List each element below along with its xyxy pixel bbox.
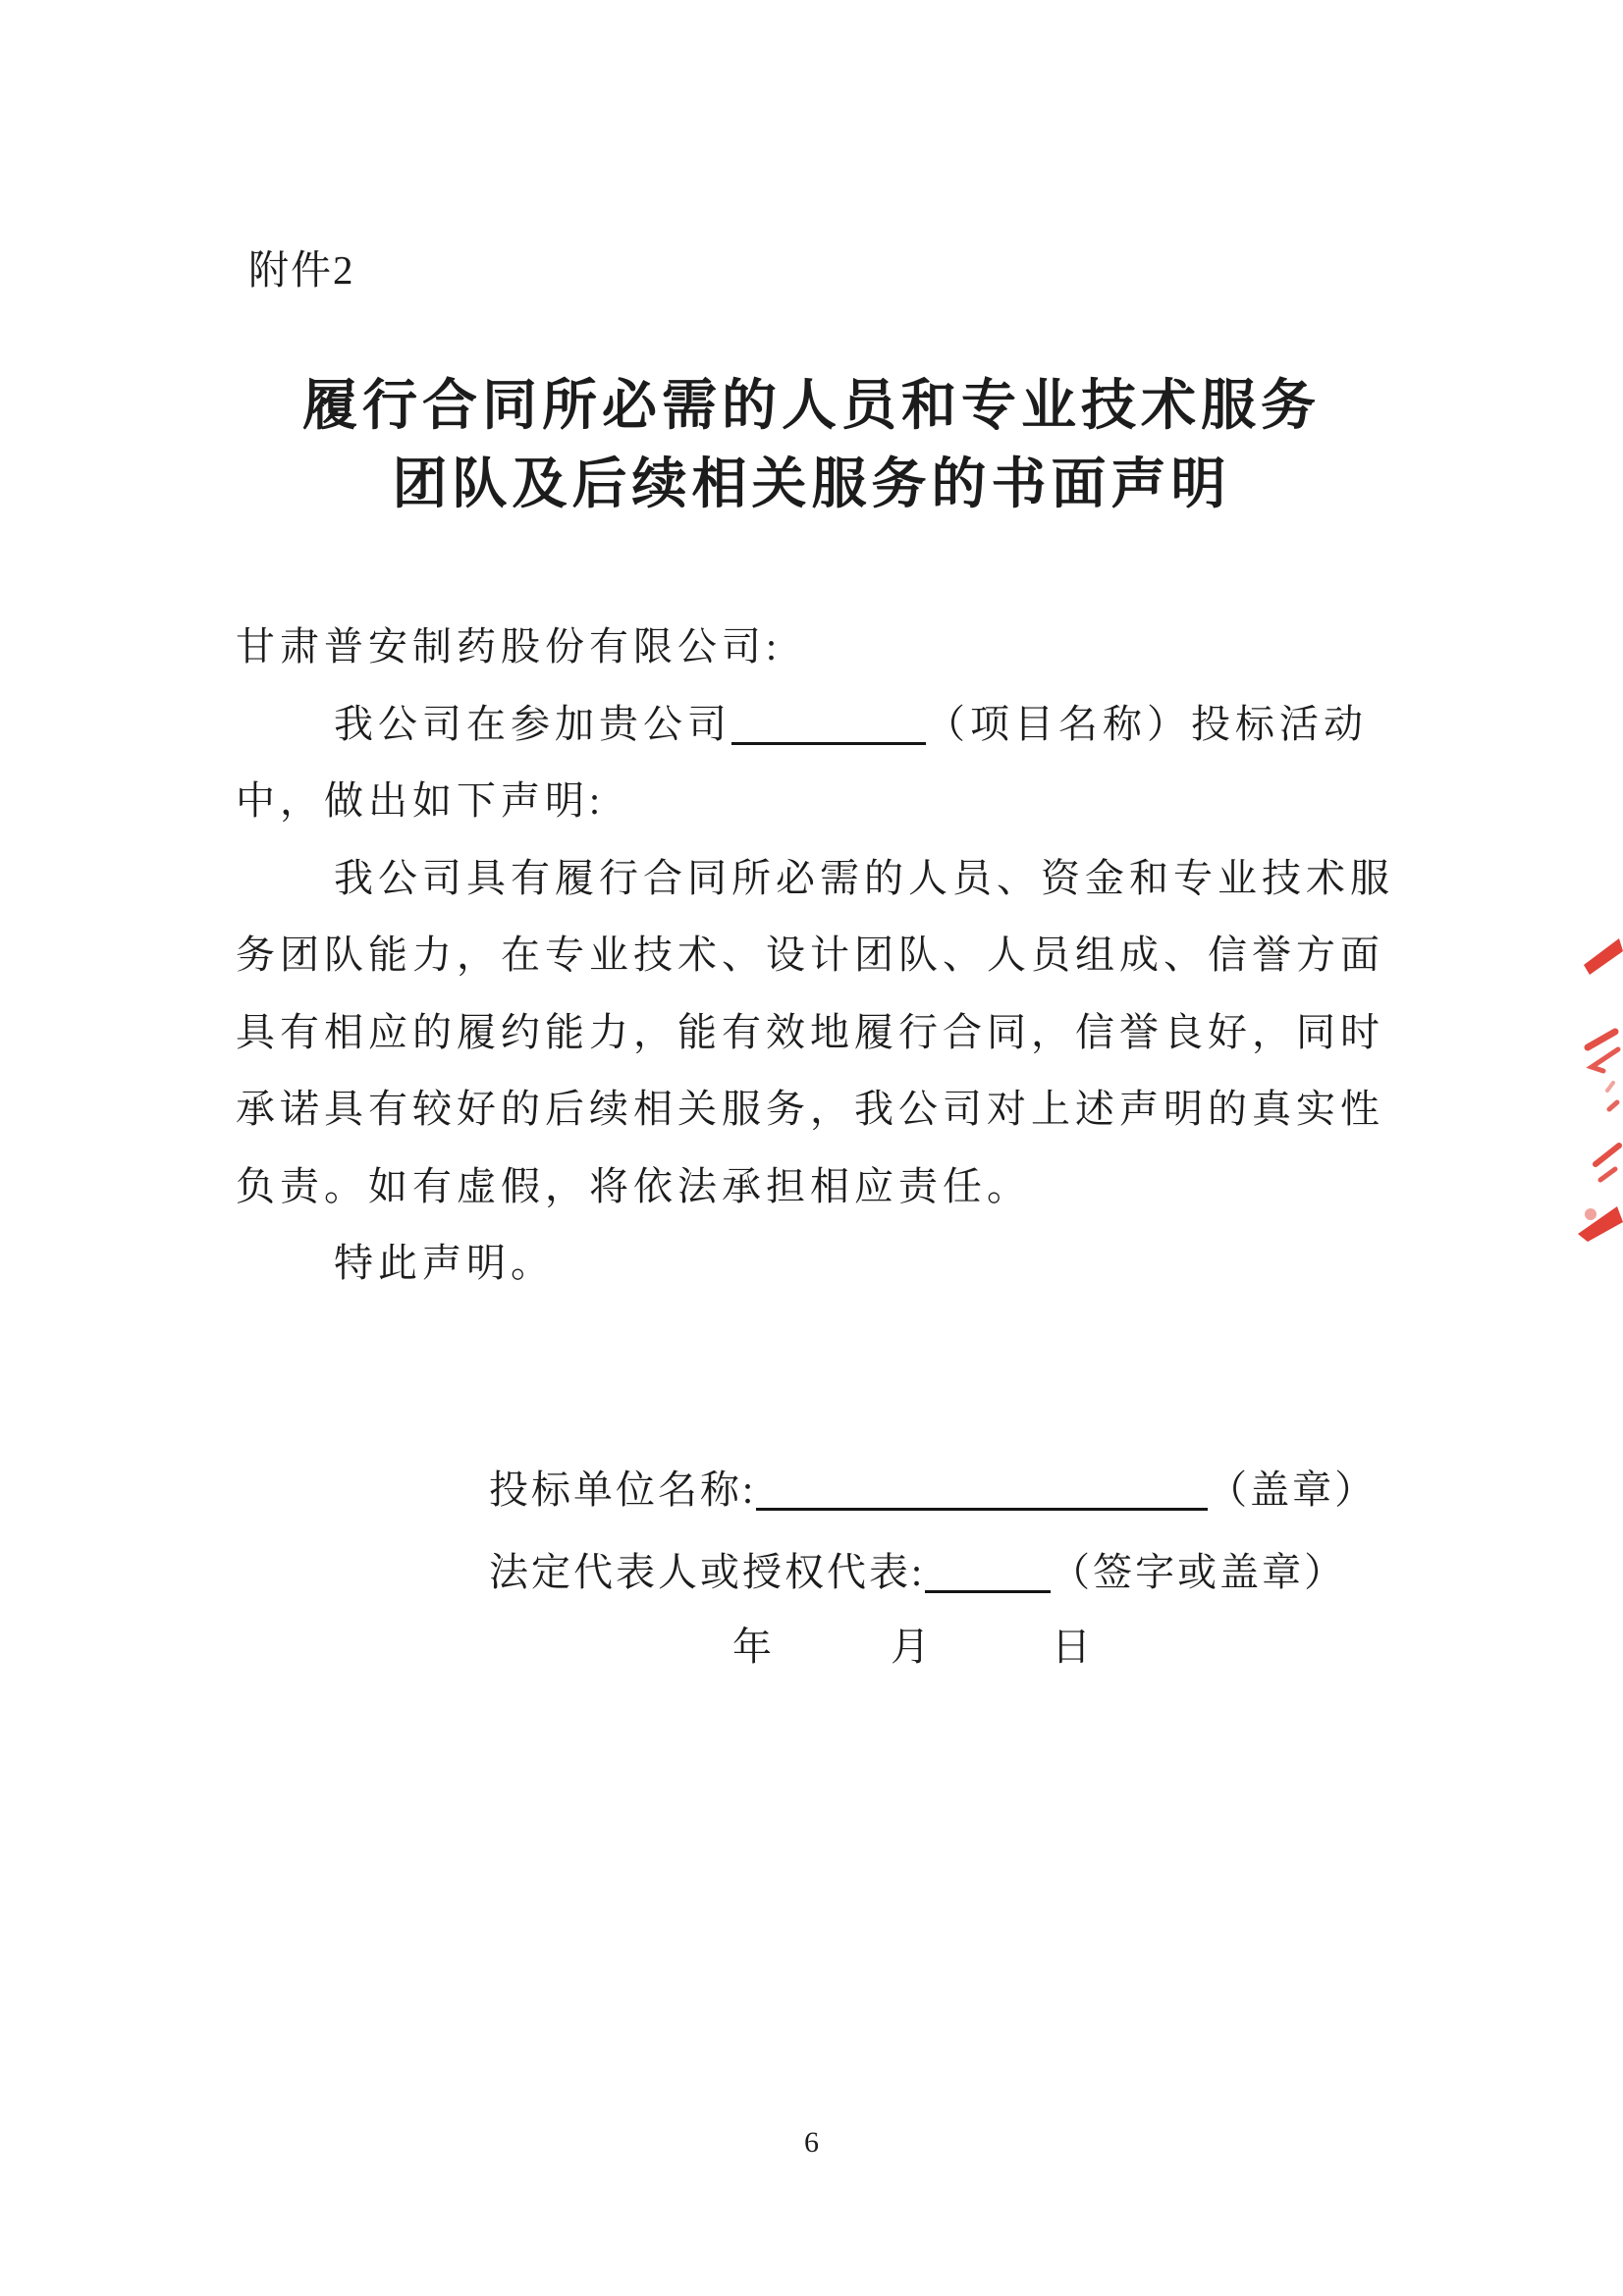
- bidder-signature-line: [489, 1465, 1377, 1516]
- closing-statement: 特此声明。: [334, 1241, 555, 1285]
- paragraph-2-line-2: 务团队能力，在专业技术、设计团队、人员组成、信誉方面: [236, 933, 1384, 977]
- declaration-body: [236, 609, 1394, 1303]
- paragraph-1-line-2: 中，做出如下声明:: [236, 778, 606, 823]
- paragraph-2-line-5: 负责。如有虚假，将依法承担相应责任。: [236, 1163, 1031, 1208]
- attachment-label: 附件2: [248, 247, 355, 293]
- representative-blank: [925, 1557, 1051, 1593]
- date-month-label: 月: [891, 1625, 933, 1669]
- paragraph-2-line-4: 承诺具有较好的后续相关服务，我公司对上述声明的真实性: [236, 1087, 1384, 1131]
- bidder-name-blank: [756, 1474, 1208, 1511]
- paragraph-1-after-blank: （项目名称）投标活动: [926, 701, 1368, 746]
- paragraph-2-line-1: 我公司具有履行合同所必需的人员、资金和专业技术服: [334, 855, 1394, 900]
- document-title-line-2: 团队及后续相关服务的书面声明: [392, 454, 1231, 515]
- paragraph-1-before-blank: 我公司在参加贵公司: [334, 701, 731, 746]
- bidder-name-label: 投标单位名称:: [489, 1468, 757, 1512]
- representative-seal-note: （签字或盖章）: [1051, 1550, 1347, 1594]
- paragraph-2-line-3: 具有相应的履约能力，能有效地履行合同，信誉良好，同时: [236, 1009, 1384, 1054]
- document-title-line-1: 履行合同所必需的人员和专业技术服务: [302, 376, 1321, 437]
- date-year-label: 年: [732, 1625, 775, 1669]
- date-day-label: 日: [1052, 1625, 1094, 1669]
- red-seal-fragment-icon: [1574, 935, 1623, 1242]
- project-name-blank: [731, 709, 926, 745]
- salutation: 甘肃普安制药股份有限公司:: [236, 624, 783, 668]
- document-title: [0, 367, 1623, 524]
- bidder-seal-note: （盖章）: [1208, 1468, 1378, 1512]
- date-line: [489, 1622, 1094, 1673]
- representative-signature-line: [489, 1547, 1346, 1598]
- paragraph-1-line-1: [236, 686, 1394, 764]
- representative-label: 法定代表人或授权代表:: [489, 1550, 926, 1594]
- page-number: 6: [804, 2126, 819, 2159]
